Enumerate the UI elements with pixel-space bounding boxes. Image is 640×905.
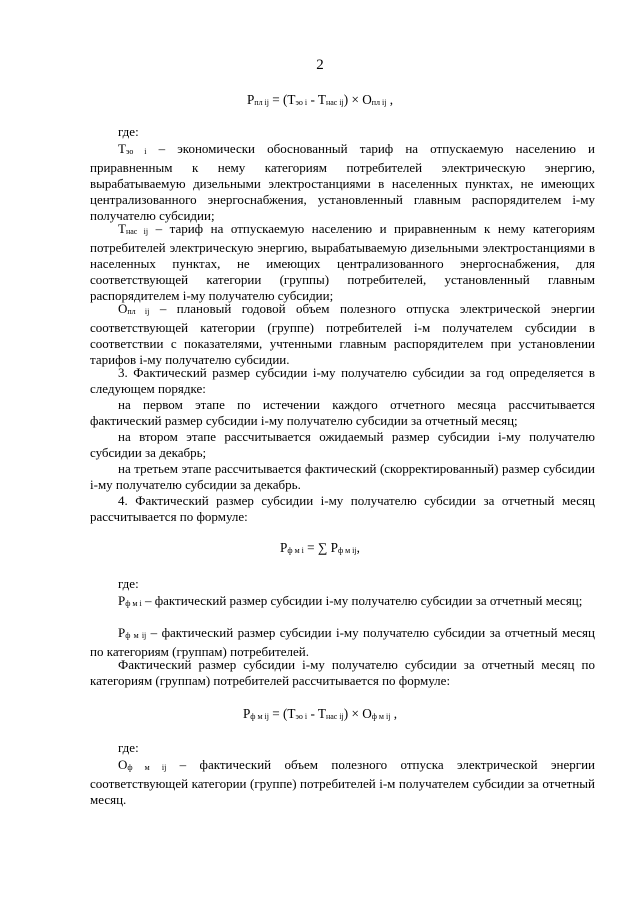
- definition-paragraph: $O_{пл ij}$ – плановый годовой объем полезного отпуска электрической энергии соответствующей категории (группе) потребителей i-м получателем субсидии в соответствии с показателями, учтенными главным распорядителем при установлении тарифов i-му получателю субсидии.: [90, 301, 595, 367]
- formula-symbol: P: [280, 540, 288, 555]
- formula-text: ,: [390, 706, 398, 721]
- clause-3: 3. Фактический размер субсидии i-му получателю субсидии за год определяется в следующем порядке:: [90, 365, 595, 396]
- formula-symbol: P: [246, 92, 255, 107]
- formula-subscript: пл ij: [254, 98, 269, 107]
- definition-paragraph: $P_{ф м ij}$ – фактический размер субсидии i-му получателю субсидии за отчетный месяц по категориям (группам) потребителей.: [90, 625, 595, 659]
- formula-subscript: пл ij: [371, 98, 387, 107]
- formula-text: ,: [386, 92, 394, 107]
- formula-text: = (T: [269, 706, 296, 721]
- formula-text: ,: [356, 540, 360, 555]
- definition-paragraph: $O_{ф м ij}$ – фактический объем полезного отпуска электрической энергии соответствующей категории (группе) потребителей i-м получателем субсидии за отчетный месяц.: [90, 757, 595, 807]
- formula-subscript: эо i: [295, 712, 308, 721]
- where-label: где:: [118, 576, 139, 591]
- formula-text: = ∑ P: [303, 540, 338, 555]
- formula-text: = (T: [269, 92, 296, 107]
- definition-paragraph: $P_{ф м i}$ – фактический размер субсидии i-му получателю субсидии за отчетный месяц;: [118, 593, 583, 608]
- formula-subscript: ф м i: [287, 546, 304, 555]
- stage-1: на первом этапе по истечении каждого отчетного месяца рассчитывается фактический размер субсидии i-му получателю субсидии за отчетный месяц;: [90, 397, 595, 428]
- clause-4: 4. Фактический размер субсидии i-му получателю субсидии за отчетный месяц рассчитывается по формуле:: [90, 493, 595, 524]
- formula-subscript: нас ij: [325, 98, 344, 107]
- formula-subscript: ф м ij: [337, 546, 357, 555]
- formula-subscript: эо i: [295, 98, 308, 107]
- where-label: где:: [118, 124, 139, 139]
- formula-symbol: P: [242, 706, 251, 721]
- formula-subscript: ф м ij: [371, 712, 391, 721]
- stage-3: на третьем этапе рассчитывается фактический (скорректированный) размер субсидии i-му получателю субсидии за декабрь.: [90, 461, 595, 492]
- formula-planned-subsidy: [0, 92, 640, 111]
- formula-subscript: ф м ij: [250, 712, 269, 721]
- clause-5: Фактический размер субсидии i-му получателю субсидии за отчетный месяц по категориям (группам) потребителей рассчитывается по формуле:: [90, 657, 595, 688]
- formula-subscript: нас ij: [325, 712, 344, 721]
- page-number: 2: [316, 57, 324, 73]
- formula-text: ) × O: [343, 706, 372, 721]
- where-label: где:: [118, 740, 139, 755]
- formula-text: ) × O: [343, 92, 372, 107]
- definition-paragraph: $T_{эо i}$ – экономически обоснованный тариф на отпускаемую населению и приравненным к нему категориям потребителей электрическую энергию, вырабатываемую дизельными электростанциями в населенных пунктах, не имеющих централизованного энергоснабжения, установленный главным распорядителем i-му получателю субсидии;: [90, 141, 596, 223]
- formula-monthly-subsidy: [0, 540, 640, 559]
- formula-text: - T: [307, 706, 326, 721]
- formula-category-subsidy: [0, 706, 640, 725]
- formula-text: - T: [307, 92, 326, 107]
- stage-2: на втором этапе рассчитывается ожидаемый размер субсидии i-му получателю субсидии за декабрь;: [90, 429, 595, 460]
- definition-paragraph: $T_{нас ij}$ – тариф на отпускаемую населению и приравненным к нему категориям потребителей электрическую энергию, вырабатываемую дизельными электростанциями в населенных пунктах, не имеющих централизованного энергоснабжения, для соответствующей категории (группы) потребителей, установленный главным распорядителем i-му получателю субсидии;: [90, 221, 596, 303]
